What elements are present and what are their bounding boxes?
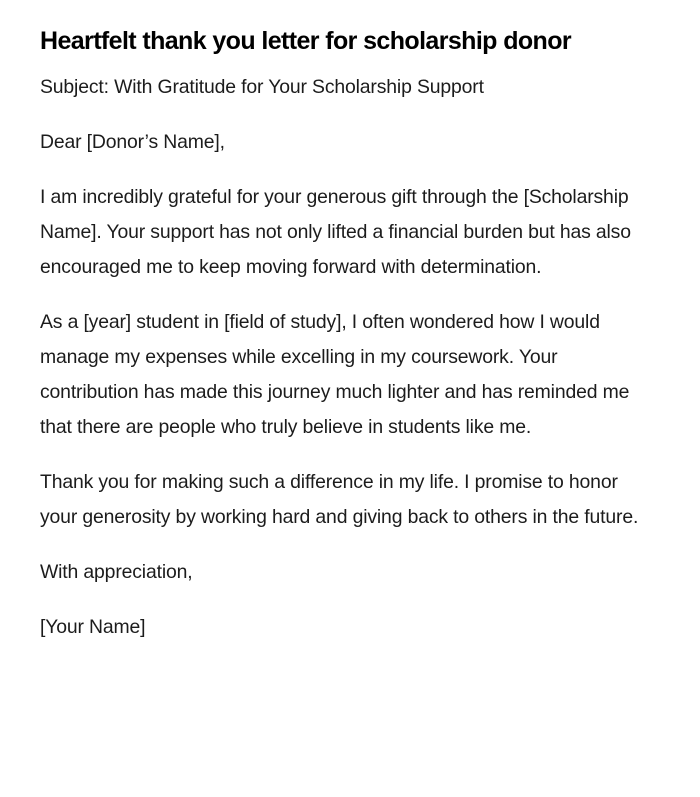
salutation: Dear [Donor’s Name], — [40, 131, 225, 153]
subject-line: Subject: With Gratitude for Your Scholarship Support — [40, 76, 484, 98]
body-paragraph-3: Thank you for making such a difference in my life. I promise to honor your generosity by working hard and giving back to others in the future. — [40, 471, 639, 528]
closing: With appreciation, — [40, 561, 193, 583]
body-paragraph-2: As a [year] student in [field of study], I often wondered how I would manage my expenses while excelling in my coursework. Your contribution has made this journey much lighter and has reminded me that there are people who truly believe in students like me. — [40, 311, 630, 438]
page-title: Heartfelt thank you letter for scholarship donor — [40, 27, 572, 55]
body-paragraph-1: I am incredibly grateful for your generous gift through the [Scholarship Name]. Your support has not only lifted a financial burden but has also encouraged me to keep moving forward with determination. — [40, 186, 631, 278]
signature: [Your Name] — [40, 616, 146, 638]
